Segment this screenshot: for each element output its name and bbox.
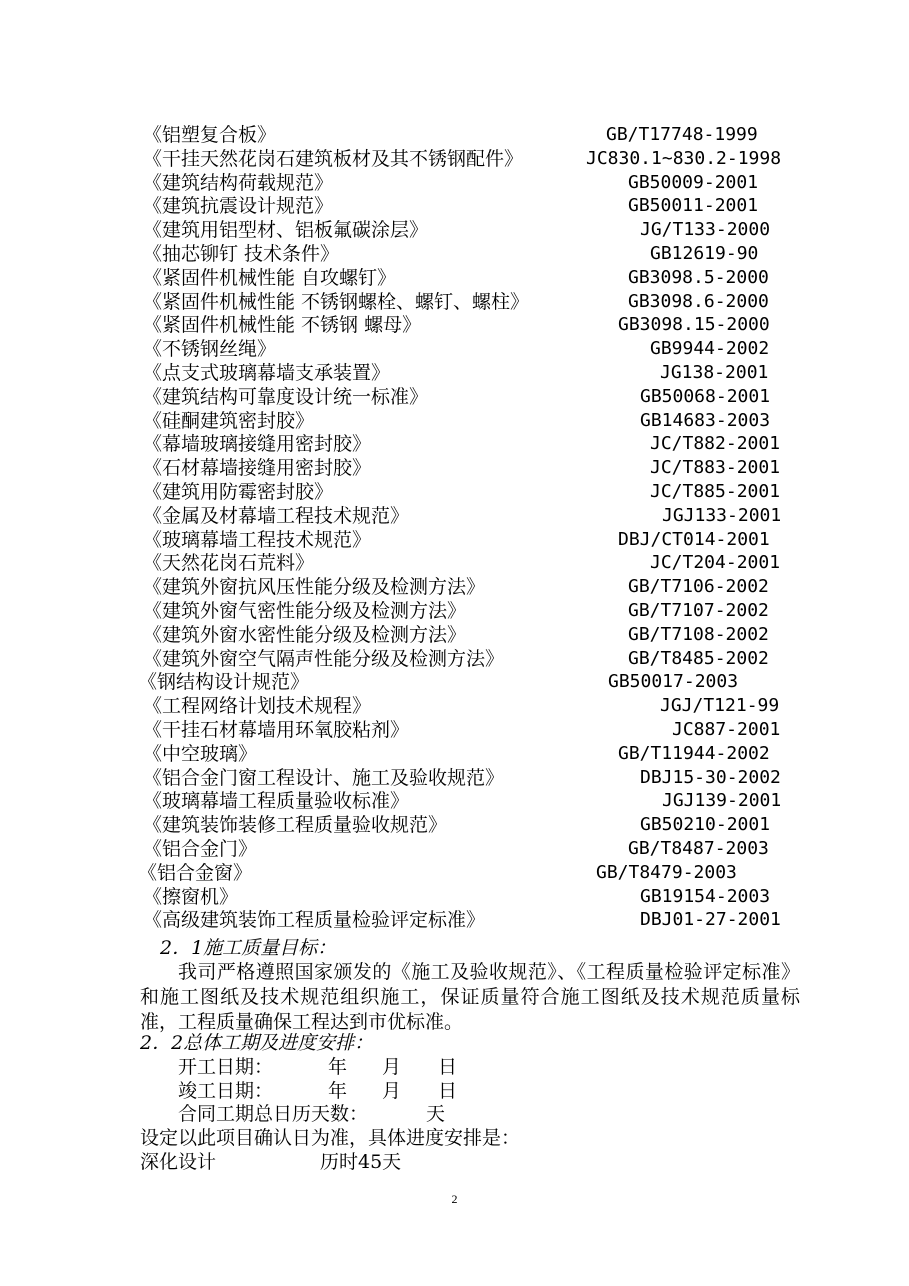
total-days-unit: 天 — [426, 1103, 446, 1125]
standard-row — [138, 861, 838, 885]
standard-row — [143, 123, 843, 147]
standard-code: GB/T7108-2002 — [628, 623, 769, 645]
standard-name: 《工程网络计划技术规程》 — [143, 695, 372, 718]
standard-name: 《铝塑复合板》 — [143, 124, 277, 146]
standard-code: GB3098.15-2000 — [618, 314, 770, 336]
standard-code: GB/T7106-2002 — [628, 576, 769, 598]
standard-row — [143, 599, 843, 623]
standard-code: GB12619-90 — [650, 243, 759, 264]
standard-row — [143, 647, 843, 671]
standard-name: 《中空玻璃》 — [143, 742, 258, 765]
start-month: 月 — [382, 1056, 402, 1078]
standard-code: DBJ01-27-2001 — [640, 909, 781, 931]
standard-code: GB/T7107-2002 — [628, 600, 769, 621]
standard-row — [143, 885, 843, 909]
end-year: 年 — [328, 1080, 348, 1102]
standard-name: 《紧固件机械性能 不锈钢 螺母》 — [143, 314, 422, 337]
standard-code: JGJ/T121-99 — [660, 695, 780, 717]
standard-name: 《建筑外窗空气隔声性能分级及检测方法》 — [143, 647, 505, 670]
standard-name: 《钢结构设计规范》 — [138, 671, 310, 694]
standard-code: GB14683-2003 — [640, 409, 771, 431]
page-number: 2 — [451, 1192, 458, 1206]
standard-name: 《建筑外窗抗风压性能分级及检测方法》 — [143, 576, 486, 599]
standard-row — [143, 694, 843, 718]
standard-code: JC887-2001 — [672, 719, 781, 740]
standard-name: 《点支式玻璃幕墙支承装置》 — [143, 362, 391, 384]
standard-row — [143, 718, 843, 742]
standard-row — [143, 813, 843, 837]
task-name: 深化设计 — [140, 1151, 217, 1173]
standard-row — [143, 456, 843, 480]
standard-code: DBJ15-30-2002 — [640, 766, 781, 788]
standard-name: 《干挂石材幕墙用环氧胶粘剂》 — [143, 719, 410, 741]
standard-row — [143, 908, 843, 932]
standard-code: GB3098.5-2000 — [628, 266, 769, 288]
standard-code: JC/T882-2001 — [650, 433, 781, 455]
standard-code: GB50068-2001 — [640, 385, 771, 407]
standard-row — [143, 789, 843, 813]
end-month: 月 — [382, 1080, 402, 1102]
standard-name: 《硅酮建筑密封胶》 — [143, 409, 315, 432]
start-year: 年 — [328, 1056, 348, 1078]
standard-row — [138, 670, 838, 694]
standard-code: GB50009-2001 — [628, 171, 759, 193]
standard-name: 《擦窗机》 — [143, 885, 239, 908]
total-days-label: 合同工期总日历天数： — [178, 1103, 369, 1125]
standard-row — [143, 623, 843, 647]
standard-row — [143, 480, 843, 504]
standard-row — [143, 409, 843, 433]
standard-code: GB/T8487-2003 — [628, 838, 769, 859]
standard-name: 《建筑结构荷载规范》 — [143, 171, 334, 194]
standard-row — [143, 171, 843, 195]
standard-row — [143, 290, 843, 314]
standard-code: JGJ133-2001 — [662, 504, 782, 526]
standard-row — [143, 218, 843, 242]
standard-row — [143, 242, 843, 266]
standard-code: JC/T204-2001 — [650, 552, 781, 574]
standard-row — [143, 551, 843, 575]
standard-code: GB/T8485-2002 — [628, 647, 769, 669]
standard-name: 《建筑抗震设计规范》 — [143, 195, 334, 218]
total-days-row — [178, 1101, 445, 1127]
standard-code: GB9944-2002 — [650, 338, 770, 360]
standard-code: JC/T885-2001 — [650, 481, 781, 502]
standard-code: GB19154-2003 — [640, 885, 771, 907]
standard-name: 《石材幕墙接缝用密封胶》 — [143, 457, 372, 480]
standard-code: GB50017-2003 — [608, 671, 739, 693]
standard-name: 《紧固件机械性能 不锈钢螺栓、螺钉、螺柱》 — [143, 290, 530, 313]
standard-row — [143, 361, 843, 385]
standard-name: 《铝合金窗》 — [138, 861, 253, 884]
standard-row — [143, 337, 843, 361]
start-date-label: 开工日期： — [178, 1056, 274, 1078]
standard-code: GB/T8479-2003 — [596, 861, 737, 883]
section-2-2-heading: 2．2总体工期及进度安排： — [140, 1032, 374, 1054]
standard-name: 《金属及材幕墙工程技术规范》 — [143, 504, 410, 527]
standard-name: 《建筑装饰装修工程质量验收规范》 — [143, 814, 448, 837]
task-duration: 历时45天 — [320, 1151, 402, 1173]
standard-row — [143, 266, 843, 290]
standard-name: 《不锈钢丝绳》 — [143, 338, 277, 361]
standard-code: GB3098.6-2000 — [628, 290, 769, 312]
standard-name: 《建筑用铝型材、铝板氟碳涂层》 — [143, 219, 429, 242]
standard-code: GB/T11944-2002 — [618, 742, 770, 764]
standard-name: 《天然花岗石荒料》 — [143, 552, 315, 575]
standard-row — [143, 194, 843, 218]
standard-name: 《建筑外窗气密性能分级及检测方法》 — [143, 600, 467, 622]
standard-code: GB50011-2001 — [628, 195, 759, 217]
standard-row — [143, 147, 843, 171]
standard-name: 《干挂天然花岗石建筑板材及其不锈钢配件》 — [143, 147, 524, 170]
standard-row — [143, 742, 843, 766]
start-date-row — [178, 1054, 457, 1080]
standard-code: JG138-2001 — [660, 362, 769, 383]
standard-name: 《玻璃幕墙工程技术规范》 — [143, 528, 372, 551]
standard-row — [143, 385, 843, 409]
standard-code: GB/T17748-1999 — [606, 124, 758, 145]
end-day: 日 — [438, 1080, 458, 1102]
standard-name: 《抽芯铆钉 技术条件》 — [143, 243, 340, 265]
section-2-1-heading: 2．1施工质量目标： — [160, 937, 337, 959]
schedule-intro: 设定以此项目确认日为准，具体进度安排是： — [140, 1127, 521, 1149]
standard-name: 《建筑结构可靠度设计统一标准》 — [143, 385, 429, 408]
standard-code: DBJ/CT014-2001 — [618, 528, 770, 550]
standard-name: 《铝合金门窗工程设计、施工及验收规范》 — [143, 766, 505, 789]
end-date-label: 竣工日期： — [178, 1080, 274, 1102]
standard-name: 《高级建筑装饰工程质量检验评定标准》 — [143, 909, 486, 932]
standard-name: 《建筑外窗水密性能分级及检测方法》 — [143, 623, 467, 646]
standard-name: 《铝合金门》 — [143, 838, 258, 860]
standard-name: 《玻璃幕墙工程质量验收标准》 — [143, 790, 410, 813]
standard-name: 《紧固件机械性能 自攻螺钉》 — [143, 266, 397, 289]
standard-code: JGJ139-2001 — [662, 790, 782, 812]
standard-row — [143, 528, 843, 552]
standard-row — [143, 575, 843, 599]
standard-code: JC830.1~830.2-1998 — [586, 147, 782, 169]
start-day: 日 — [438, 1056, 458, 1078]
section-2-1-paragraph: 我司严格遵照国家颁发的《施工及验收规范》、《工程质量检验评定标准》和施工图纸及技术规范组织施工，保证质量符合施工图纸及技术规范质量标准，工程质量确保工程达到市优标准。 — [140, 961, 800, 1033]
standard-row — [143, 313, 843, 337]
standard-code: JC/T883-2001 — [650, 457, 781, 479]
standard-name: 《幕墙玻璃接缝用密封胶》 — [143, 433, 372, 456]
standard-row — [143, 504, 843, 528]
standard-row — [143, 432, 843, 456]
standard-row — [143, 766, 843, 790]
standard-code: JG/T133-2000 — [640, 219, 771, 241]
standard-row — [143, 837, 843, 861]
standard-code: GB50210-2001 — [640, 814, 771, 836]
standard-name: 《建筑用防霉密封胶》 — [143, 481, 334, 503]
task-row — [140, 1149, 401, 1175]
